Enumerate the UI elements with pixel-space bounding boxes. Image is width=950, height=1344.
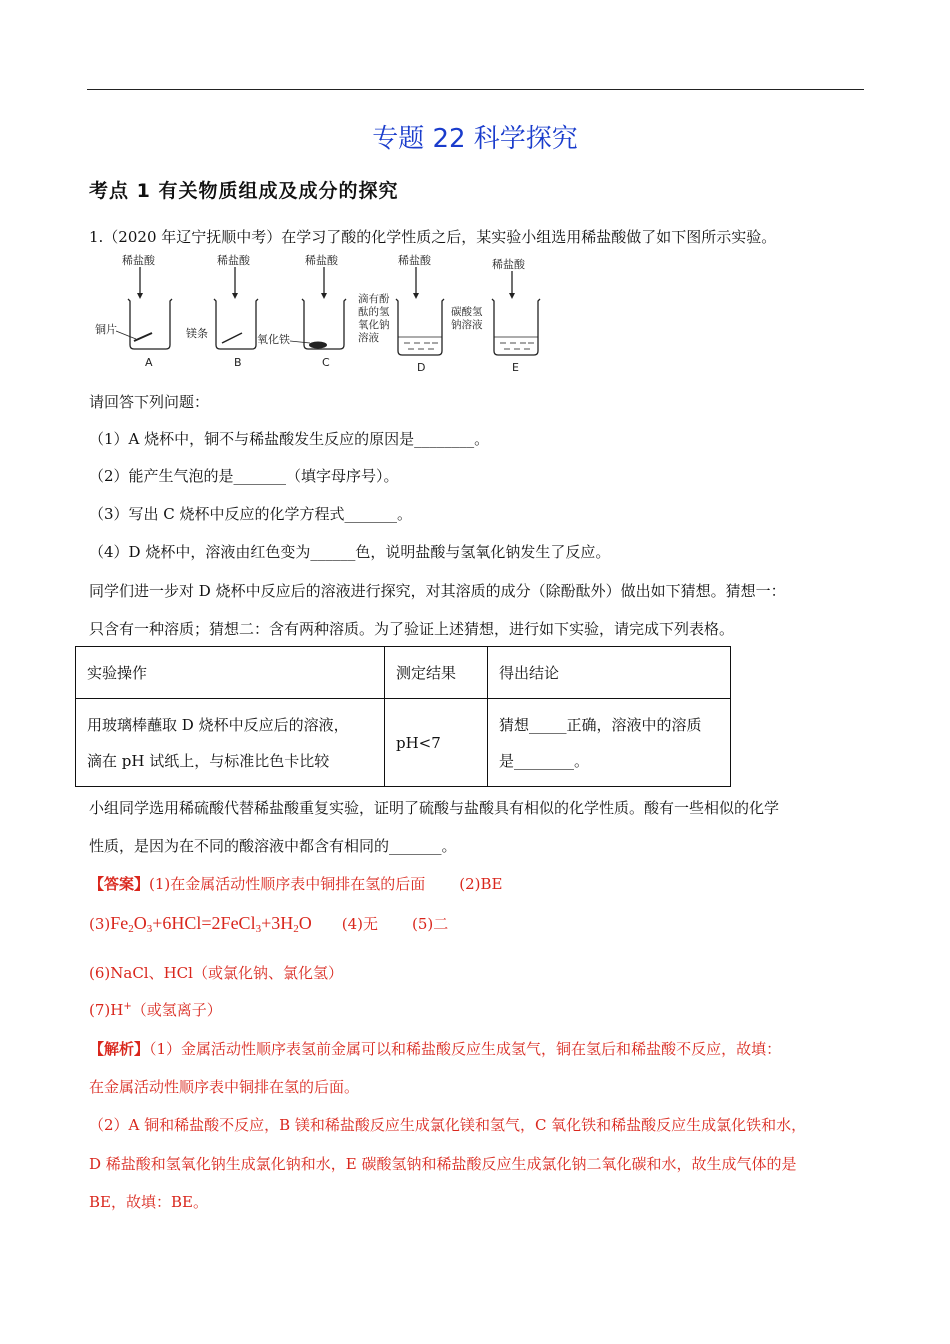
section-heading: 考点 1 有关物质组成及成分的探究: [89, 180, 399, 202]
beaker-d-letter: D: [417, 361, 426, 374]
page-title: 专题 22 科学探究: [372, 124, 578, 154]
beaker-d-side-label-1: 滴有酚: [358, 293, 390, 305]
analysis-line-3: （2）A 铜和稀盐酸不反应，B 镁和稀盐酸反应生成氯化镁和氢气，C 氧化铁和稀盐酸反应生成氯化铁和水，: [89, 1116, 807, 1134]
answer-4: (4)无: [341, 915, 378, 933]
chemical-equation: $Fe_2O_3+6HCl=2FeCl_3+3H_2O$: [110, 913, 312, 935]
experiment-table: [75, 646, 731, 787]
beaker-figure: [92, 253, 562, 379]
table-cell-operation: [76, 699, 385, 787]
beaker-b: [186, 253, 258, 369]
beaker-e-side-label-2: 钠溶液: [451, 319, 483, 331]
answer-7: (7)H+（或氢离子）: [89, 1001, 222, 1019]
operation-line-2: 滴在 pH 试纸上，与标准比色卡比较: [87, 751, 330, 770]
paragraph-2-line-2: 性质，是因为在不同的酸溶液中都含有相同的_______。: [89, 837, 457, 855]
paragraph-1-line-2: 只含有一种溶质；猜想二：含有两种溶质。为了验证上述猜想，进行如下实验，请完成下列表格。: [89, 620, 735, 638]
beaker-e-side-label-1: 碳酸氢: [451, 306, 483, 318]
answer-1: (1)在金属活动性顺序表中铜排在氢的后面: [149, 875, 426, 893]
beaker-c: [257, 253, 346, 369]
beaker-b-letter: B: [234, 356, 242, 369]
answer-line-1: [89, 873, 503, 894]
question-item-3: （3）写出 C 烧杯中反应的化学方程式_______。: [89, 505, 413, 523]
analysis-line-2: 在金属活动性顺序表中铜排在氢的后面。: [89, 1078, 360, 1096]
paragraph-1-line-1: 同学们进一步对 D 烧杯中反应后的溶液进行探究，对其溶质的成分（除酚酞外）做出如下猜想。猜想一：: [89, 582, 786, 600]
operation-line-1: 用玻璃棒蘸取 D 烧杯中反应后的溶液，: [87, 715, 349, 734]
analysis-line-5: BE，故填：BE。: [89, 1193, 208, 1211]
beaker-d: [358, 253, 444, 374]
table-header-result: 测定结果: [385, 647, 488, 699]
answer-6: (6)NaCl、HCl（或氯化钠、氯化氢）: [89, 964, 343, 982]
beaker-d-top-label: 稀盐酸: [398, 254, 431, 267]
analysis-label: 【解析】: [89, 1040, 150, 1058]
answer-5: (5)二: [411, 915, 449, 933]
table-cell-result: pH<7: [385, 699, 488, 787]
beaker-e: [451, 257, 540, 374]
answer-2: (2)BE: [459, 875, 503, 893]
table-header-row: [76, 647, 731, 699]
header-rule: [87, 89, 864, 90]
beaker-b-side-label: 镁条: [186, 327, 208, 340]
table-cell-conclusion: [488, 699, 731, 787]
beaker-a-letter: A: [145, 356, 153, 369]
answer-3-prefix: (3): [89, 915, 111, 933]
question-item-2: （2）能产生气泡的是_______（填字母序号）。: [89, 467, 399, 485]
question-stem: 1.（2020 年辽宁抚顺中考）在学习了酸的化学性质之后，某实验小组选用稀盐酸做了如下图所示实验。: [89, 228, 777, 246]
conclusion-line-2: 是________。: [499, 751, 590, 770]
beaker-d-side-label-3: 氧化钠: [358, 319, 390, 331]
table-header-conclusion: 得出结论: [488, 647, 731, 699]
answer-label: 【答案】: [89, 875, 150, 893]
beaker-a-side-label: 铜片: [95, 323, 117, 336]
paragraph-2-line-1: 小组同学选用稀硫酸代替稀盐酸重复实验，证明了硫酸与盐酸具有相似的化学性质。酸有一些相似的化学: [89, 799, 780, 817]
analysis-line-4: D 稀盐酸和氢氧化钠生成氯化钠和水，E 碳酸氢钠和稀盐酸反应生成氯化钠二氧化碳和水，故生成气体的是: [89, 1155, 797, 1173]
beaker-d-side-label-2: 酞的氢: [358, 306, 390, 318]
prompt-text: 请回答下列问题：: [89, 393, 210, 411]
answer-line-2: [89, 913, 448, 935]
beaker-a-top-label: 稀盐酸: [122, 254, 155, 267]
beaker-c-side-label: 氧化铁: [257, 333, 290, 346]
analysis-line-1: 【解析】（1）金属活动性顺序表氢前金属可以和稀盐酸反应生成氢气，铜在氢后和稀盐酸不反应，故填：: [89, 1040, 782, 1058]
beaker-e-letter: E: [512, 361, 519, 374]
table-row: [76, 699, 731, 787]
beaker-e-top-label: 稀盐酸: [492, 258, 525, 271]
beaker-b-top-label: 稀盐酸: [217, 254, 250, 267]
question-item-1: （1）A 烧杯中，铜不与稀盐酸发生反应的原因是________。: [89, 430, 490, 448]
beaker-c-top-label: 稀盐酸: [305, 254, 338, 267]
beaker-a: [95, 253, 172, 369]
conclusion-line-1: 猜想_____正确，溶液中的溶质: [499, 715, 702, 734]
question-item-4: （4）D 烧杯中，溶液由红色变为______色，说明盐酸与氢氧化钠发生了反应。: [89, 543, 611, 561]
beaker-d-side-label-4: 溶液: [358, 332, 379, 344]
beaker-c-letter: C: [322, 356, 330, 369]
table-header-operation: 实验操作: [76, 647, 385, 699]
